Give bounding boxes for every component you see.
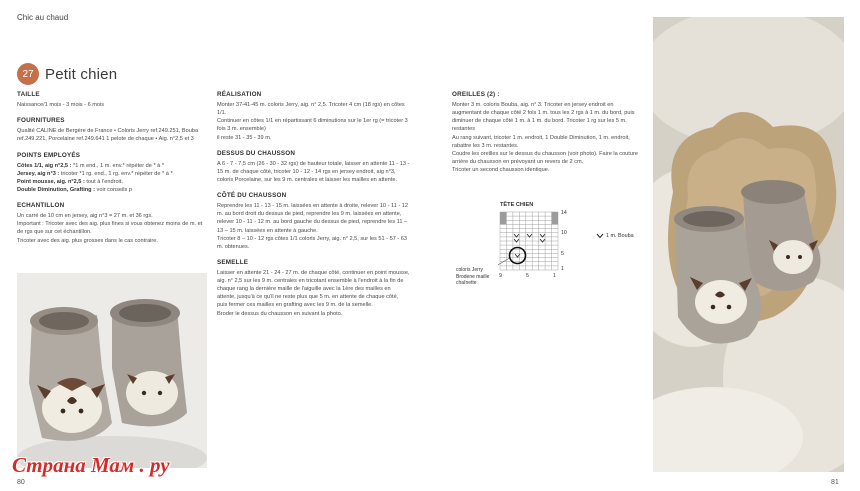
legend-symbol-icon [596, 233, 604, 239]
point-item: Double Diminution, Grafting : voir conseils p [17, 187, 132, 194]
echantillon-heading: ECHANTILLON [17, 202, 65, 210]
knitting-chart [498, 208, 578, 285]
semelle-text-2: Broder le dessus du chausson en suivant la photo. [217, 310, 343, 317]
chart-callout: coloris Jerry Brodene maille chaînette [456, 267, 490, 286]
oreilles-heading: OREILLES (2) : [452, 91, 500, 98]
point-item: Jersey, aig n°3 : tricoter *1 rg. end., 1 rg. env.* répéter de * à * [17, 170, 173, 177]
realisation-line: Monter 37-41-45 m. coloris Jerry, aig. n° 2,5. Tricoter 4 cm (18 rgs) en côtes 1/1. [217, 102, 405, 117]
realisation-line: Continuer en côtes 1/1 en répartissant 6 diminutions sur le 1er rg (= tricoter 3 fois 3 m. ensemble) [217, 118, 408, 133]
booties-photo-right [653, 17, 844, 472]
semelle-heading: SEMELLE [217, 258, 249, 266]
realisation-heading: RÉALISATION [217, 91, 262, 98]
column-right [452, 90, 644, 181]
chart-tick-right: 1 [561, 266, 564, 272]
chart-tick-right: 10 [561, 230, 567, 236]
fournitures-heading: FOURNITURES [17, 117, 65, 125]
column-left [17, 90, 207, 252]
chart-title: TÊTE CHIEN [500, 202, 534, 208]
chart-tick-right: 14 [561, 210, 567, 216]
points-heading: POINTS EMPLOYÉS [17, 151, 81, 159]
chart-tick-bottom: 5 [526, 273, 529, 279]
chapter-heading [17, 63, 117, 85]
booties-illustration [17, 273, 207, 468]
cote-text: Reprendre les 11 - 13 - 15 m. laissées en attente à droite, relever 10 - 11 - 12 m. au bord droit du dessus de pied, reprendre les 9 m. laissées en attente, relever 10 - 11 - 12 m. au bord gauche du dessus de pied, reprendre les 11 – 13 – 15 m. laissées en attente à gauche. [217, 203, 409, 234]
dessus-text: A 6 - 7 - 7,5 cm (26 - 30 - 32 rgs) de hauteur totale, laisser en attente 11 - 13 - 15 m. de chaque côté, tricoter 10 - 12 - 14 rgs en jersey endroit, aig n°3, coloris Porcelaine, sur les 9 m. centrales et laisser les mailles en attente. [217, 160, 410, 184]
taille-text: Naissance/1 mois - 3 mois - 6 mois [17, 102, 105, 109]
oreilles-line: Tricoter un second chausson identique. [452, 167, 550, 173]
chart-tick-bottom: 1 [553, 273, 556, 279]
cote-heading: CÔTÉ DU CHAUSSON [217, 192, 287, 200]
echantillon-line: Important : Tricoter avec des aig. plus fines si vous obtenez moins de m. et de rgs que sur cet échantillon. [17, 221, 203, 236]
site-watermark: Страна Мам . ру [12, 453, 170, 477]
point-item: Point mousse, aig. n°2,5 : tout à l'endroit. [17, 178, 123, 185]
fournitures-text: Qualité CALINE de Bergère de France • Coloris Jerry ref.249.251, Bouba ref.249.221, Porcelaine ref.249.641 1 pelote de chaque • Aig. n°2,5 et 3 [17, 128, 199, 143]
chapter-number-badge: 27 [17, 63, 39, 85]
point-item: Côtes 1/1, aig n°2,5 : *1 m end., 1 m. env.* répéter de * à * [17, 162, 165, 169]
chapter-title: Petit chien [45, 65, 118, 83]
page-number-right: 81 [831, 479, 839, 486]
chart-grid [498, 208, 578, 280]
booties-photo-left [17, 273, 207, 468]
oreilles-line: Coudre les oreilles sur le dessus du chausson (voir photo). Faire la couture arrière du chausson en prévoyant un revers de 2 cm. [452, 150, 638, 165]
semelle-text: Laisser en attente 21 - 24 - 27 m. de chaque côté, continuer en point mousse, aig. n° 2,5 sur les 9 m. centrales en tricotant ensemble à l'endroit à la fin de chaque rang la dernière maille de l'aiguille avec la 1ère des mailles en attente, jusqu'à ce qu'il ne reste plus que 5 m. en attente de chaque côté, puis fermer ces mailles en grafting avec les 9 m. de la semelle. [217, 270, 410, 309]
chart-tick-bottom: 9 [499, 273, 502, 279]
chart-tick-right: 5 [561, 251, 564, 257]
section-label: Chic au chaud [17, 13, 69, 22]
column-middle [217, 90, 410, 325]
taille-heading: TAILLE [17, 91, 40, 98]
chart-legend [596, 233, 634, 239]
oreilles-line: Monter 3 m. coloris Bouba, aig. n° 3. Tricoter en jersey endroit en augmentant de chaque côté 2 fois 1 m. tous les 2 rgs à 1 m. du bord, puis diminuer de chaque côté 1 m. à 1 m. du bord. Tricoter 1 rg sur les 5 m. restantes [452, 102, 635, 133]
oreilles-line: Au rang suivant, tricoter 1 m. endroit, 1 Double Diminution, 1 m. endroit, rabattre les 3 m. restantes. [452, 134, 630, 149]
dessus-heading: DESSUS DU CHAUSSON [217, 149, 296, 157]
echantillon-line: Tricoter avec des aig. plus grosses dans le cas contraire. [17, 237, 158, 244]
cote-text-2: Tricoter 8 – 10 - 12 rgs côtes 1/1 coloris Jerry, aig. n° 2,5, sur les 51 - 57 - 63 m. obtenues. [217, 235, 408, 250]
legend-label: 1 m. Bouba [606, 233, 634, 239]
realisation-line: il reste 31 - 35 - 39 m. [217, 134, 272, 141]
page-number-left: 80 [17, 479, 25, 486]
booties-on-fleece-illustration [653, 17, 844, 472]
echantillon-line: Un carré de 10 cm en jersey, aig n°3 = 27 m. et 36 rgs. [17, 213, 153, 220]
